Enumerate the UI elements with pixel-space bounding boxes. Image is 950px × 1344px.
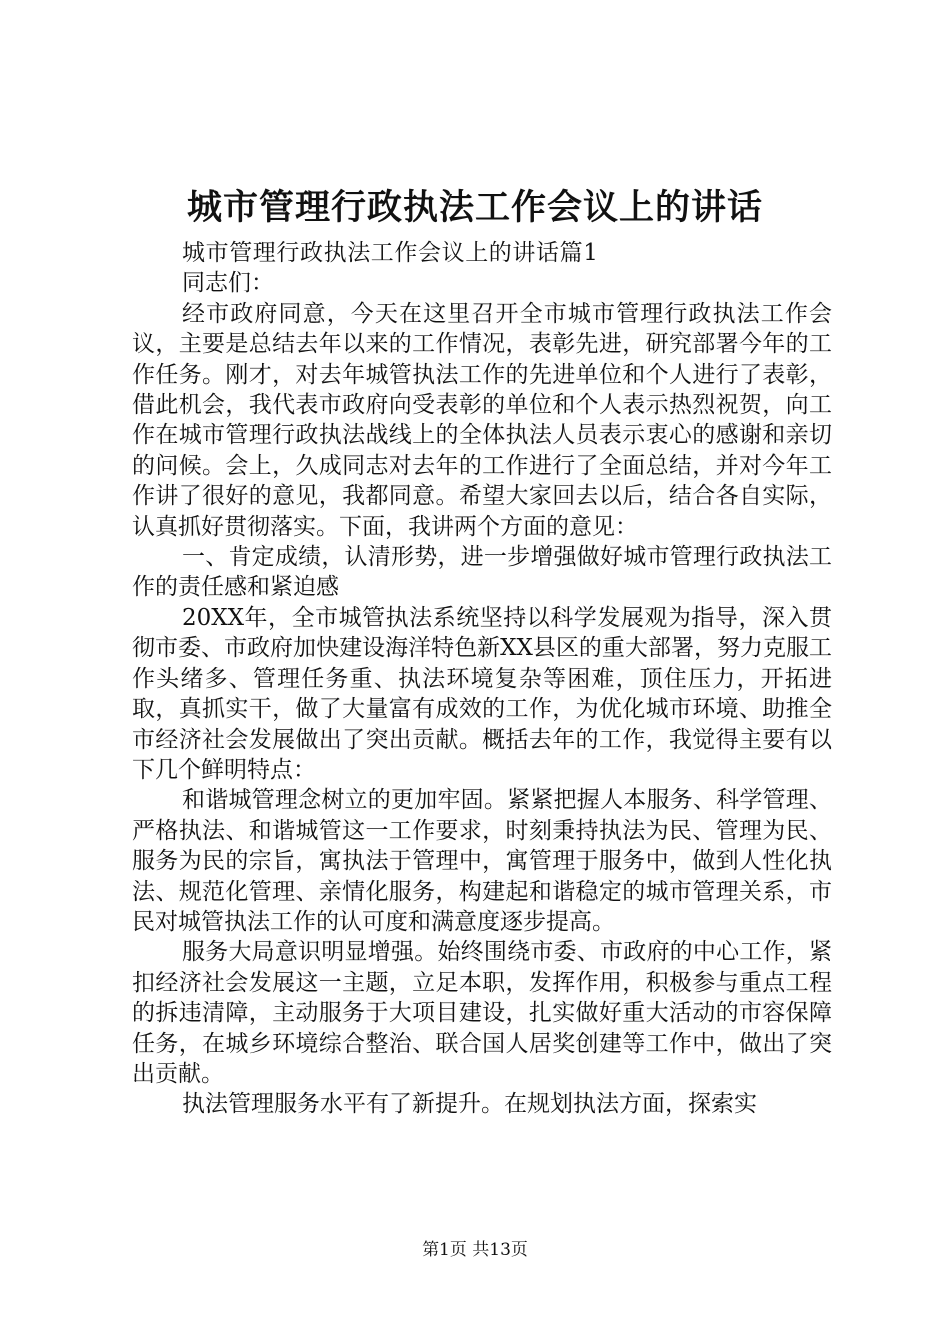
salutation: 同志们： — [182, 270, 274, 297]
paragraph: 20XX年，全市城管执法系统坚持以科学发展观为指导，深入贯彻市委、市政府加快建设海洋特色新XX县区的重大部署，努力克服工作头绪多、管理任务重、执法环境复杂等困难，顶住压力，开拓进取，真抓实干，做了大量富有成效的工作，为优化城市环境、助推全市经济社会发展做出了突出贡献。概括去年的工作，我觉得主要有以下几个鲜明特点： — [132, 604, 832, 783]
document-body — [132, 238, 832, 1120]
section-heading: 一、肯定成绩，认清形势，进一步增强做好城市管理行政执法工作的责任感和紧迫感 — [132, 544, 832, 601]
paragraph: 和谐城管理念树立的更加牢固。紧紧把握人本服务、科学管理、严格执法、和谐城管这一工作要求，时刻秉持执法为民、管理为民、服务为民的宗旨，寓执法于管理中，寓管理于服务中，做到人性化执法、规范化管理、亲情化服务，构建起和谐稳定的城市管理关系，市民对城管执法工作的认可度和满意度逐步提高。 — [132, 787, 832, 935]
document-subtitle: 城市管理行政执法工作会议上的讲话篇1 — [182, 240, 599, 266]
paragraph: 执法管理服务水平有了新提升。在规划执法方面，探索实 — [182, 1091, 757, 1118]
paragraph: 经市政府同意，今天在这里召开全市城市管理行政执法工作会议，主要是总结去年以来的工作情况，表彰先进，研究部署今年的工作任务。刚才，对去年城管执法工作的先进单位和个人进行了表彰，借此机会，我代表市政府向受表彰的单位和个人表示热烈祝贺，向工作在城市管理行政执法战线上的全体执法人员表示衷心的感谢和亲切的问候。会上，久成同志对去年的工作进行了全面总结，并对今年工作讲了很好的意见，我都同意。希望大家回去以后，结合各自实际，认真抓好贯彻落实。下面，我讲两个方面的意见： — [132, 300, 832, 540]
document-title: 城市管理行政执法工作会议上的讲话 — [186, 187, 763, 228]
paragraph: 服务大局意识明显增强。始终围绕市委、市政府的中心工作，紧扣经济社会发展这一主题，立足本职，发挥作用，积极参与重点工程的拆违清障，主动服务于大项目建设，扎实做好重大活动的市容保障任务，在城乡环境综合整治、联合国人居奖创建等工作中，做出了突出贡献。 — [132, 939, 832, 1087]
page-footer: 第1页 共13页 — [422, 1240, 528, 1260]
